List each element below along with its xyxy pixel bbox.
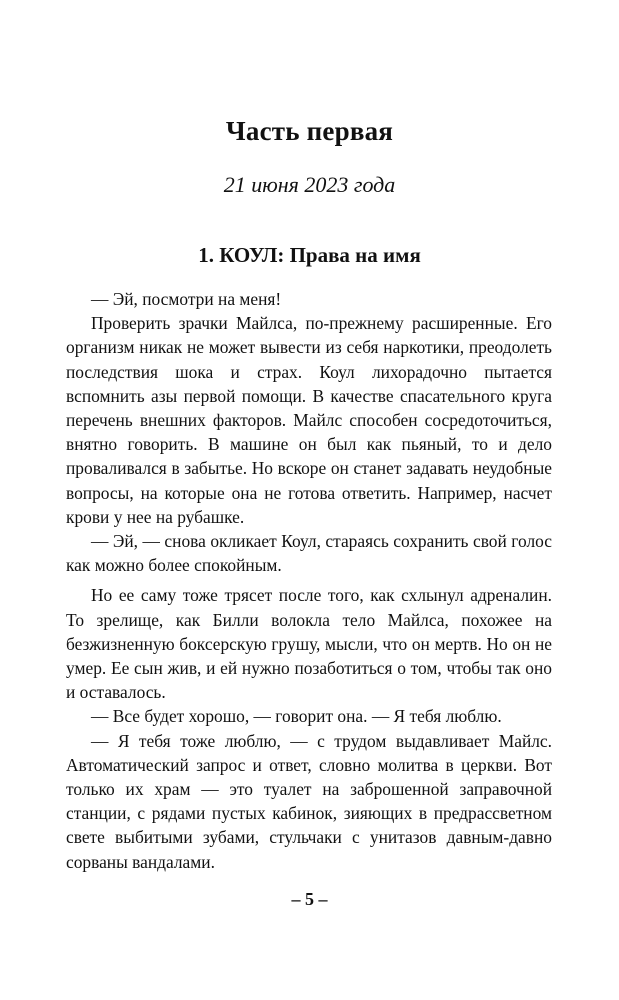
paragraph: — Эй, посмотри на меня! bbox=[91, 289, 282, 309]
chapter-title: 1. КОУЛ: Права на имя bbox=[198, 243, 421, 267]
part-date: 21 июня 2023 года bbox=[223, 172, 396, 197]
paragraph: — Эй, — снова окликает Коул, стараясь сохранить свой голос как можно более спокойным. bbox=[66, 531, 552, 576]
paragraph: Проверить зрачки Майлса, по-прежнему расширенные. Его организм никак не может вывести из себя наркотики, преодолеть последствия шока и страх. Коул лихорадочно пытается вспомнить азы первой помощи. В качестве спасательного круга перечень внешних факторов. Майлс способен сосредоточиться, внятно говорить. В машине он был как пьяный, то и дело проваливался в забытье. Но вскоре он станет задавать неудобные вопросы, на которые она не готова ответить. Например, насчет крови у нее на рубашке. bbox=[66, 313, 552, 527]
part-title: Часть первая bbox=[225, 116, 394, 146]
paragraph: Но ее саму тоже трясет после того, как схлынул адреналин. То зрелище, как Билли волокла тело Майлса, похожее на безжизненную боксерскую грушу, мысли, что он мертв. Но он не умер. Ее сын жив, и ей нужно позаботиться о том, чтобы так оно и оставалось. bbox=[66, 585, 552, 703]
paragraph: — Все будет хорошо, — говорит она. — Я тебя люблю. bbox=[91, 706, 502, 727]
page-number: – 5 – bbox=[291, 889, 328, 909]
chapter-body bbox=[66, 287, 552, 874]
paragraph: — Я тебя тоже люблю, — с трудом выдавливает Майлс. Автоматический запрос и ответ, словно молитва в церкви. Вот только их храм — это туалет на заброшенной заправочной станции, с рядами пустых кабинок, зияющих в предрассветном свете выбитыми зубами, стульчаки с унитазов давным-давно сорваны вандалами. bbox=[66, 730, 552, 872]
